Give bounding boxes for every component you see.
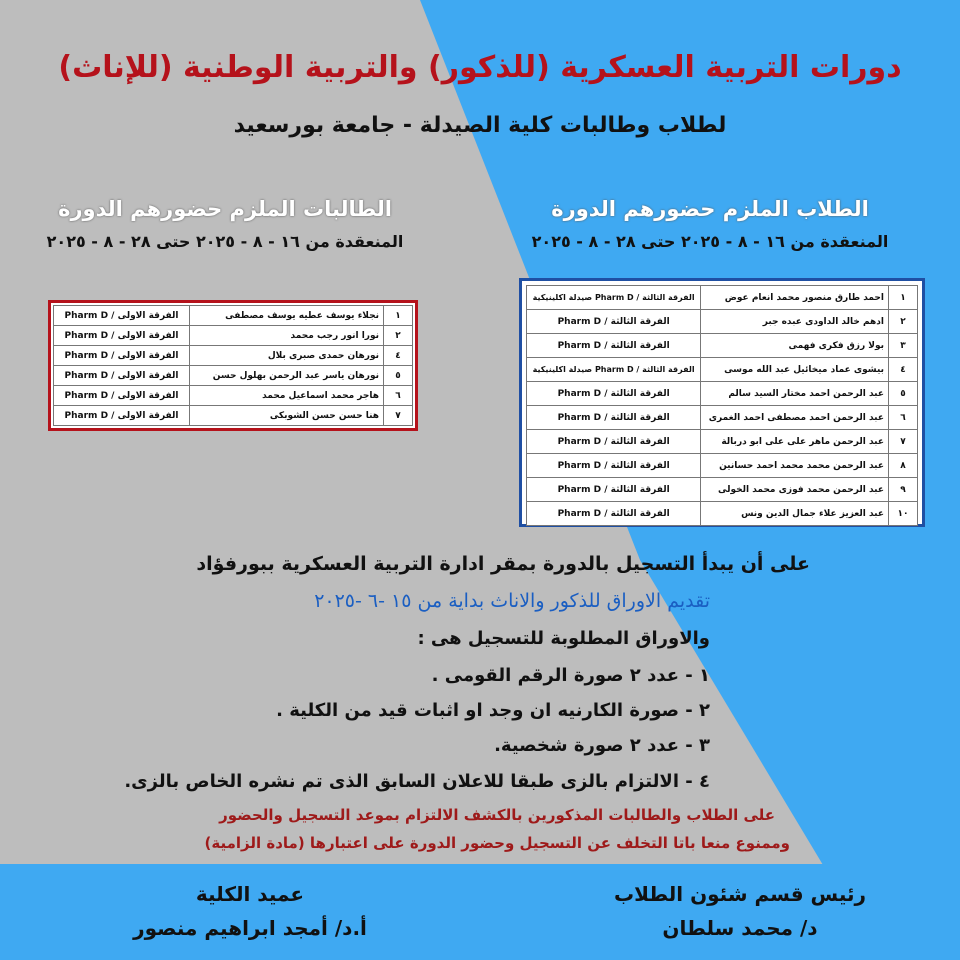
table-row (54, 346, 413, 366)
boys-table (519, 278, 925, 527)
student-group: الفرقة الثالثة / Pharm D (527, 430, 701, 454)
row-number: ٥ (889, 382, 918, 406)
table-row (527, 310, 918, 334)
student-group: الفرقة الثالثة / Pharm D (527, 454, 701, 478)
signature-footer (0, 864, 960, 960)
student-name: نورا انور رجب محمد (190, 326, 384, 346)
student-group: الفرقة الثالثة / Pharm D (527, 502, 701, 526)
warning-line-2: وممنوع منعا باتا التخلف عن التسجيل وحضور الدورة على اعتبارها (مادة الزامية) (204, 834, 790, 852)
row-number: ٧ (889, 430, 918, 454)
required-papers-heading: والاوراق المطلوبة للتسجيل هى : (417, 628, 710, 649)
student-name: عبد العزيز علاء جمال الدين ونس (701, 502, 889, 526)
requirement-item-2: ٢ - صورة الكارنيه ان وجد او اثبات قيد من الكلية . (276, 700, 710, 721)
table-row (54, 406, 413, 426)
row-number: ١ (384, 306, 413, 326)
student-affairs-title: رئيس قسم شئون الطلاب (613, 882, 867, 906)
student-group: الفرقة الثالثة / Pharm D (527, 406, 701, 430)
warning-line-1: على الطلاب والطالبات المذكورين بالكشف الالتزام بموعد التسجيل والحضور (219, 806, 775, 824)
row-number: ٧ (384, 406, 413, 426)
row-number: ٢ (889, 310, 918, 334)
table-row (527, 454, 918, 478)
student-name: عبد الرحمن ماهر على على ابو دربالة (701, 430, 889, 454)
student-name: نجلاء يوسف عطيه يوسف مصطفى (190, 306, 384, 326)
table-row (527, 358, 918, 382)
student-name: احمد طارق منصور محمد انعام عوض (701, 286, 889, 310)
row-number: ٥ (384, 366, 413, 386)
table-row (527, 502, 918, 526)
dean-name: أ.د/ أمجد ابراهيم منصور (133, 916, 367, 940)
student-name: نورهان حمدى صبرى بلال (190, 346, 384, 366)
row-number: ٤ (384, 346, 413, 366)
student-name: نورهان ياسر عبد الرحمن بهلول حسن (190, 366, 384, 386)
requirement-item-3: ٣ - عدد ٢ صورة شخصية. (494, 735, 710, 756)
student-name: هنا حسن حسن الشوبكى (190, 406, 384, 426)
table-row (527, 286, 918, 310)
table-row (527, 334, 918, 358)
student-group: الفرقة الثالثة / Pharm D (527, 382, 701, 406)
row-number: ٣ (889, 334, 918, 358)
student-group: الفرقة الاولى / Pharm D (54, 366, 190, 386)
boys-heading: الطلاب الملزم حضورهم الدورة (551, 197, 869, 221)
student-name: عبد الرحمن احمد مختار السيد سالم (701, 382, 889, 406)
table-row (54, 326, 413, 346)
dean-title: عميد الكلية (195, 882, 305, 906)
student-group: الفرقة الثالثة / Pharm D صيدلة اكلينيكية (527, 358, 701, 382)
requirement-item-1: ١ - عدد ٢ صورة الرقم القومى . (431, 665, 710, 686)
student-name: هاجر محمد اسماعيل محمد (190, 386, 384, 406)
student-group: الفرقة الثالثة / Pharm D (527, 310, 701, 334)
student-group: الفرقة الثالثة / Pharm D (527, 334, 701, 358)
student-name: بيشوى عماد ميخائيل عبد الله موسى (701, 358, 889, 382)
student-group: الفرقة الاولى / Pharm D (54, 346, 190, 366)
table-row (527, 430, 918, 454)
row-number: ٤ (889, 358, 918, 382)
row-number: ٦ (384, 386, 413, 406)
row-number: ٩ (889, 478, 918, 502)
student-name: عبد الرحمن احمد مصطفى احمد الغمرى (701, 406, 889, 430)
student-group: الفرقة الاولى / Pharm D (54, 386, 190, 406)
student-group: الفرقة الثالثة / Pharm D (527, 478, 701, 502)
row-number: ١٠ (889, 502, 918, 526)
student-name: عبد الرحمن محمد فوزى محمد الخولى (701, 478, 889, 502)
table-row (527, 478, 918, 502)
student-group: الفرقة الاولى / Pharm D (54, 326, 190, 346)
row-number: ٦ (889, 406, 918, 430)
page-title: دورات التربية العسكرية (للذكور) والتربية الوطنية (للإناث) (58, 50, 902, 85)
row-number: ١ (889, 286, 918, 310)
student-affairs-name: د/ محمد سلطان (662, 916, 818, 940)
student-name: عبد الرحمن محمد محمد احمد حسانين (701, 454, 889, 478)
requirement-item-4: ٤ - الالتزام بالزى طبقا للاعلان السابق الذى تم نشره الخاص بالزى. (124, 771, 710, 792)
table-row (54, 306, 413, 326)
boys-dates: المنعقدة من ١٦ - ٨ - ٢٠٢٥ حتى ٢٨ - ٨ - ٢٠٢٥ (531, 232, 889, 251)
table-row (54, 366, 413, 386)
row-number: ٢ (384, 326, 413, 346)
student-name: ادهم خالد الداودى عبده جبر (701, 310, 889, 334)
girls-heading: الطالبات الملزم حضورهم الدورة (58, 197, 392, 221)
row-number: ٨ (889, 454, 918, 478)
girls-dates: المنعقدة من ١٦ - ٨ - ٢٠٢٥ حتى ٢٨ - ٨ - ٢٠٢٥ (46, 232, 404, 251)
table-row (527, 382, 918, 406)
student-group: الفرقة الاولى / Pharm D (54, 306, 190, 326)
registration-location: على أن يبدأ التسجيل بالدورة بمقر ادارة التربية العسكرية ببورفؤاد (196, 553, 810, 575)
papers-start-date: تقديم الاوراق للذكور والاناث بداية من ١٥ -٦ -٢٠٢٥ (314, 590, 710, 612)
student-group: الفرقة الاولى / Pharm D (54, 406, 190, 426)
girls-table (48, 300, 418, 431)
table-row (527, 406, 918, 430)
table-row (54, 386, 413, 406)
page-subtitle: لطلاب وطالبات كلية الصيدلة - جامعة بورسعيد (233, 113, 727, 138)
student-name: بولا رزق فكرى فهمى (701, 334, 889, 358)
student-group: الفرقة الثالثة / Pharm D صيدلة اكلينيكية (527, 286, 701, 310)
